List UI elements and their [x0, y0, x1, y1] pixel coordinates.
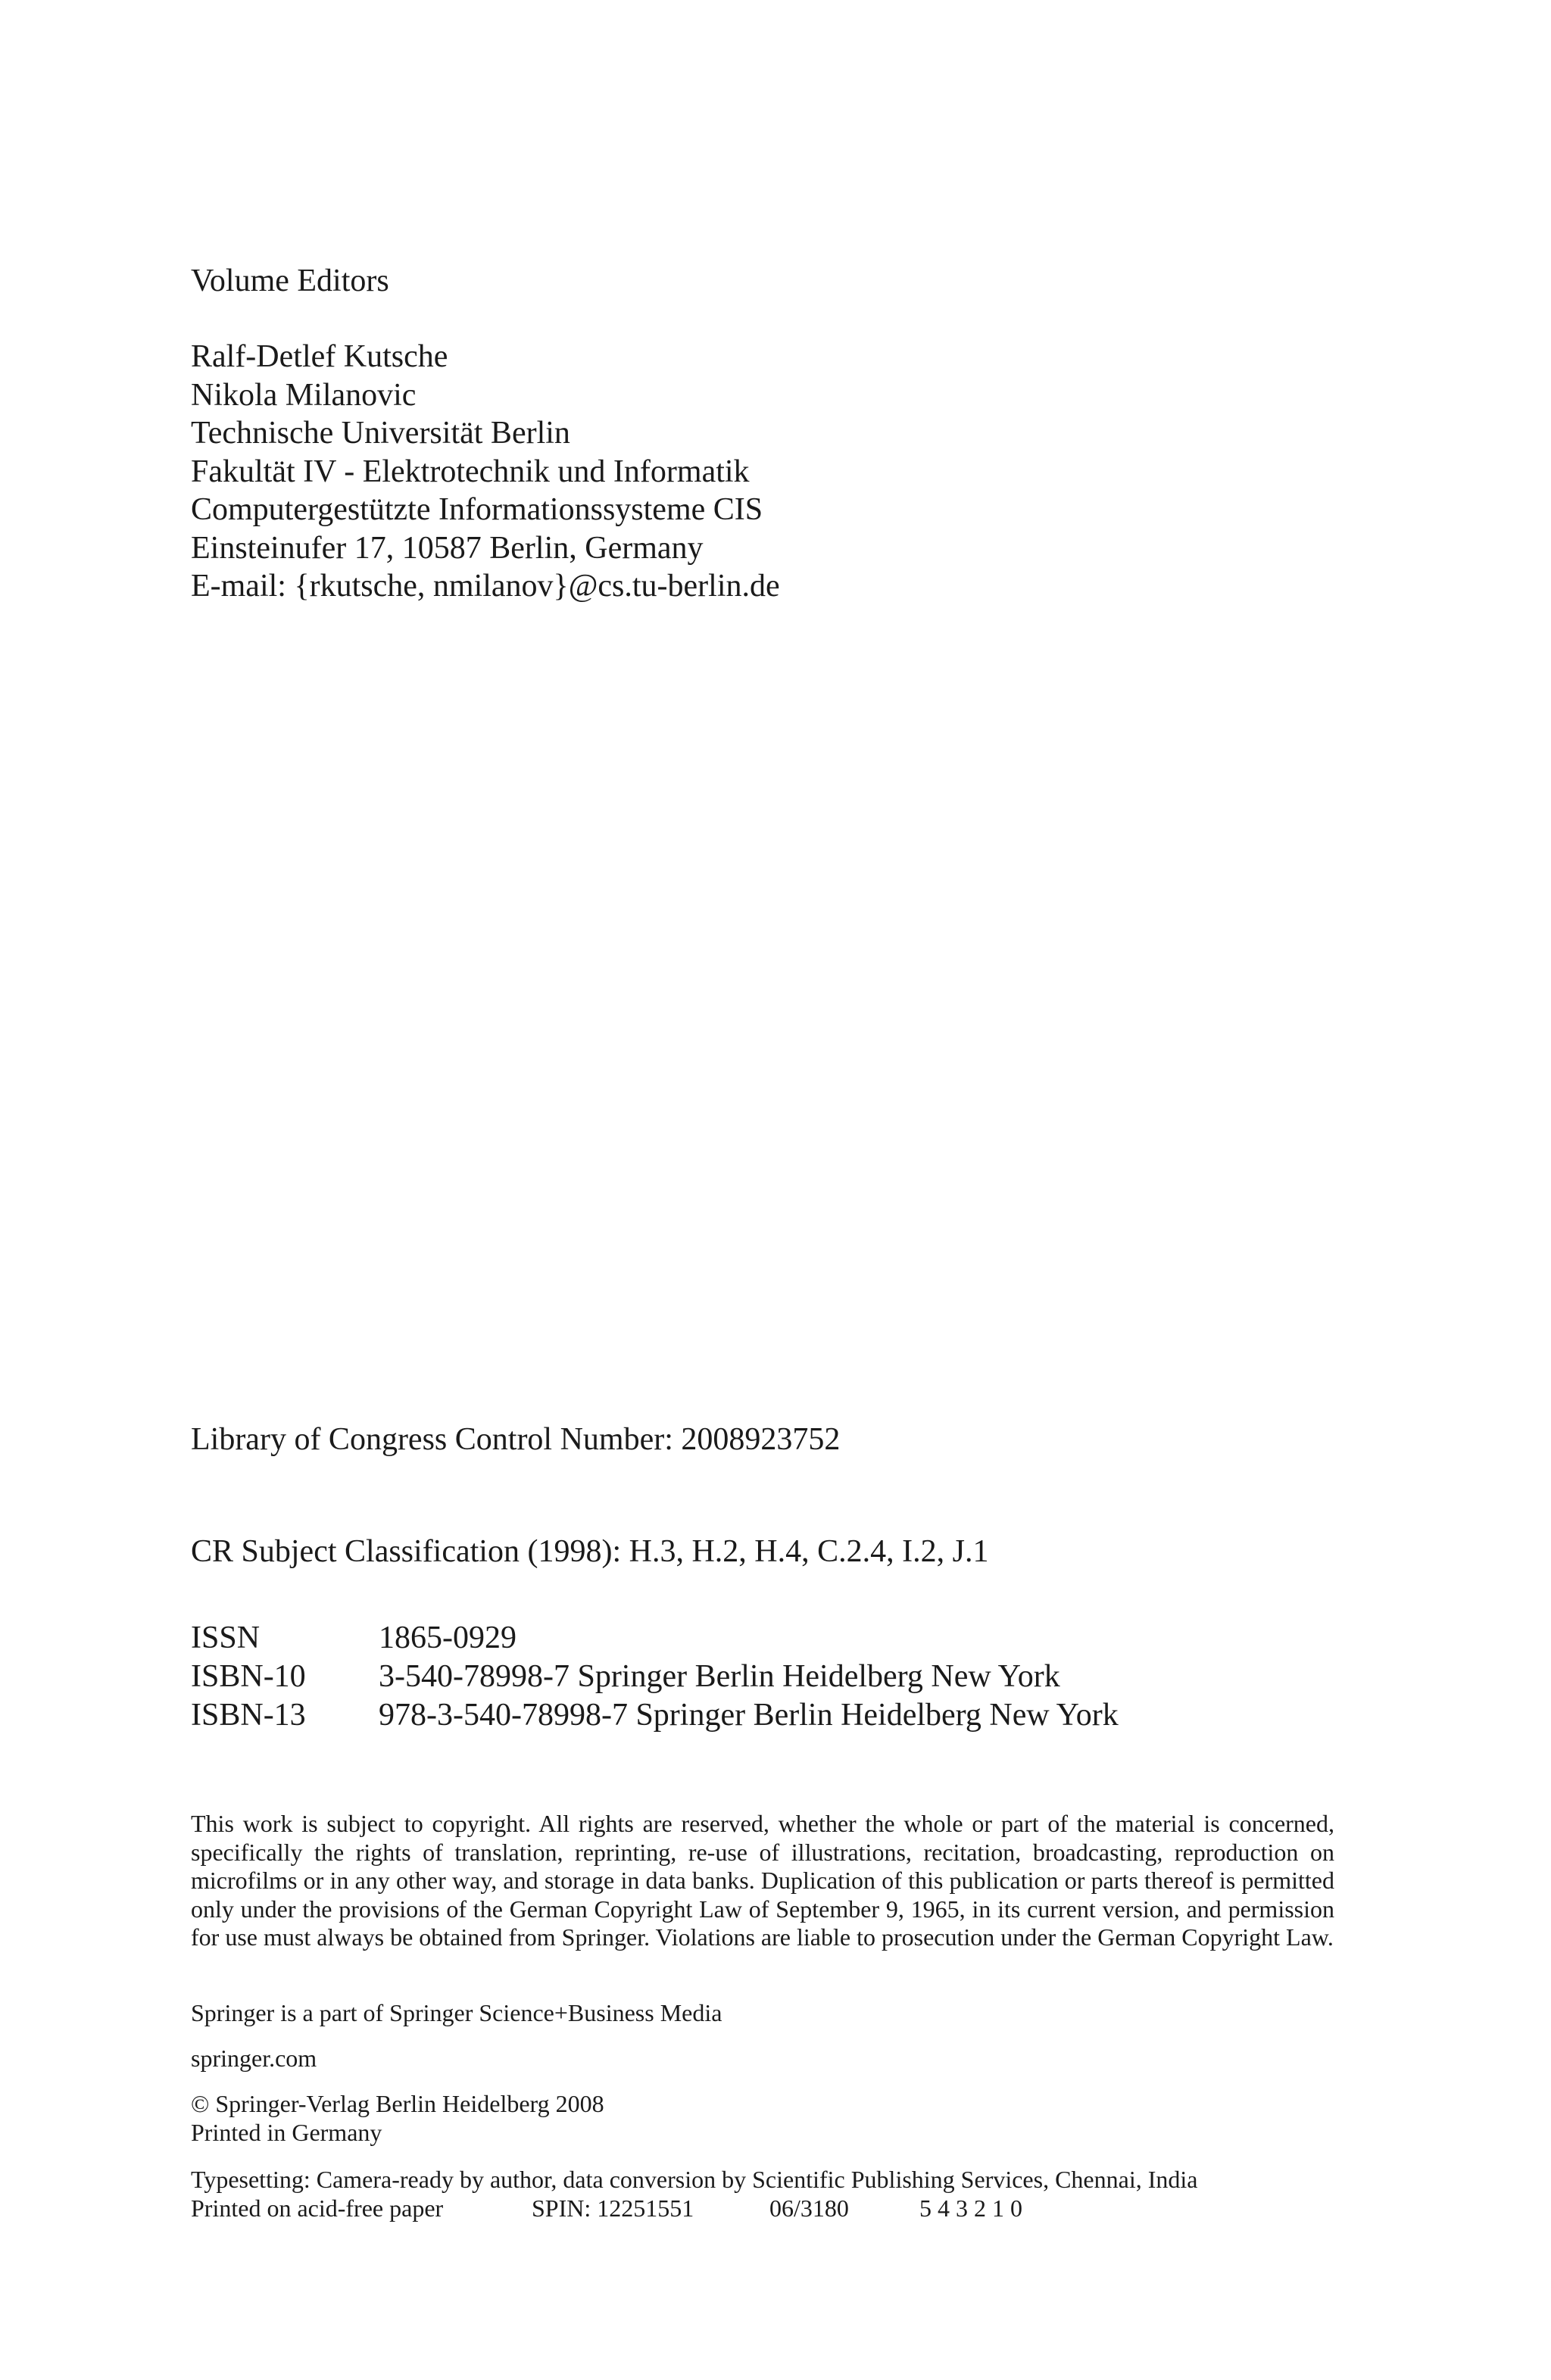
identifier-label: ISBN-10	[191, 1659, 306, 1694]
printing-numbers: 5 4 3 2 1 0	[919, 2194, 1022, 2222]
editor-name: Ralf-Detlef Kutsche	[191, 339, 448, 374]
printed-in-line: Printed in Germany	[191, 2119, 382, 2146]
print-code: 06/3180	[769, 2194, 849, 2222]
identifier-label: ISSN	[191, 1620, 261, 1655]
typesetting-line: Typesetting: Camera-ready by author, data conversion by Scientific Publishing Services, Chennai, India	[191, 2166, 1198, 2193]
editor-name: Nikola Milanovic	[191, 377, 417, 413]
identifier-label: ISBN-13	[191, 1698, 306, 1733]
editor-faculty: Fakultät IV - Elektrotechnik und Informatik	[191, 454, 750, 489]
editor-affiliation: Technische Universität Berlin	[191, 416, 570, 451]
lccn-line: Library of Congress Control Number: 2008923752	[191, 1422, 841, 1457]
paper-info: Printed on acid-free paper	[191, 2194, 444, 2222]
editor-department: Computergestützte Informationssysteme CIS	[191, 492, 763, 527]
volume-editors-block	[191, 338, 780, 606]
cr-classification-line: CR Subject Classification (1998): H.3, H.2, H.4, C.2.4, I.2, J.1	[191, 1534, 989, 1569]
identifier-value: 1865-0929	[379, 1620, 516, 1655]
website-link[interactable]: springer.com	[191, 2045, 317, 2072]
editor-address: Einsteinufer 17, 10587 Berlin, Germany	[191, 530, 704, 566]
editor-email: E-mail: {rkutsche, nmilanov}@cs.tu-berlin.de	[191, 569, 780, 604]
copyright-notice: This work is subject to copyright. All rights are reserved, whether the whole or part of the material is concerned, specifically the rights of translation, reprinting, re-use of illustrations, recitation, broadcasting, reproduction on microfilms or in any other way, and storage in data banks. Duplication of this publication or parts thereof is permitted only under the provisions of the German Copyright Law of September 9, 1965, in its current version, and permission for use must always be obtained from Springer. Violations are liable to prosecution under the German Copyright Law.	[191, 1810, 1334, 1951]
volume-editors-heading: Volume Editors	[191, 264, 389, 298]
spin-number: SPIN: 12251551	[532, 2194, 694, 2222]
springer-part-line: Springer is a part of Springer Science+Business Media	[191, 1999, 722, 2026]
identifier-value: 3-540-78998-7 Springer Berlin Heidelberg New York	[379, 1659, 1060, 1694]
identifier-value: 978-3-540-78998-7 Springer Berlin Heidelberg New York	[379, 1698, 1119, 1733]
copyright-line: © Springer-Verlag Berlin Heidelberg 2008	[191, 2090, 604, 2117]
